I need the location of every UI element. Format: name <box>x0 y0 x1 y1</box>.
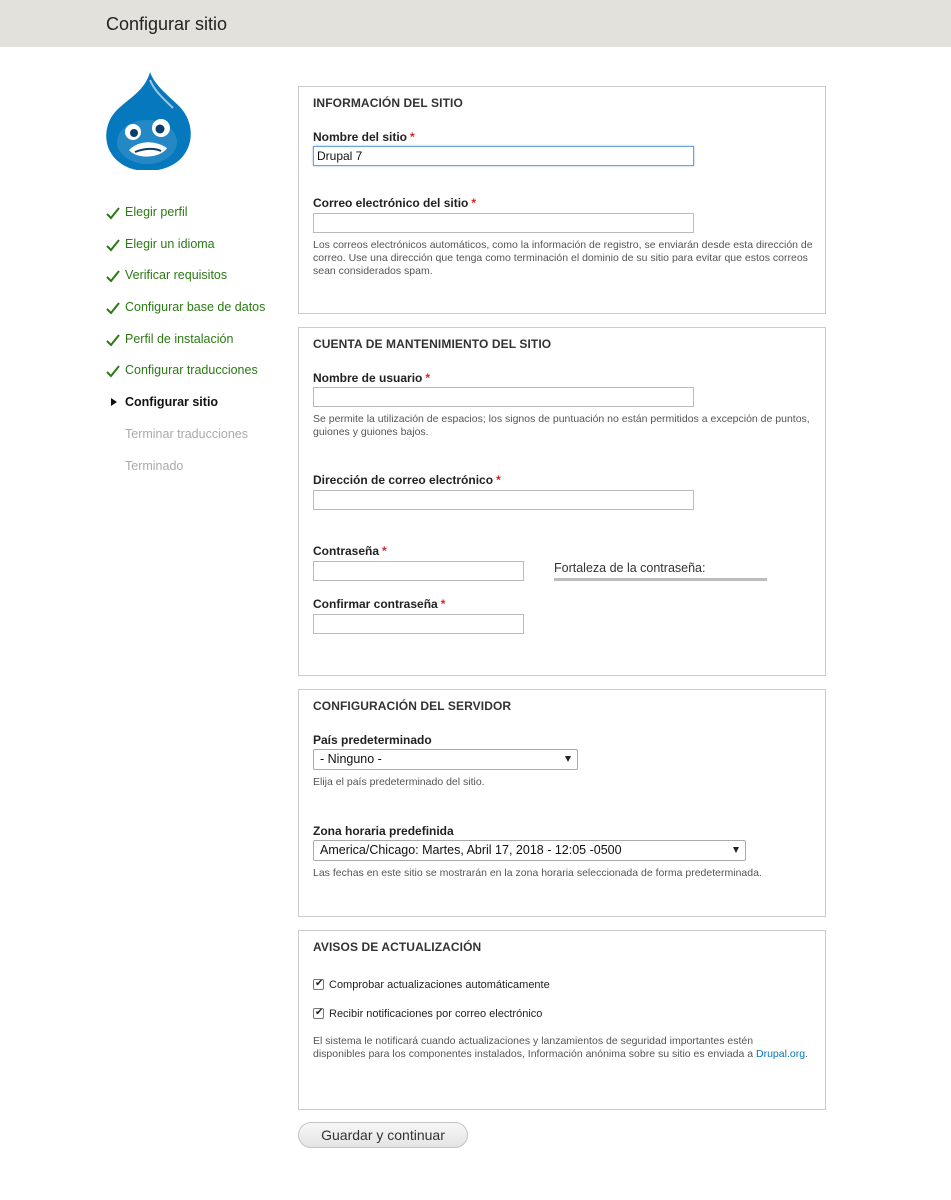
password-input[interactable] <box>313 561 524 581</box>
fieldset-account <box>298 327 826 676</box>
label-text: Correo electrónico del sitio <box>313 196 469 210</box>
confirm-password-label <box>313 597 445 611</box>
username-input[interactable] <box>313 387 694 407</box>
label-text: Nombre de usuario <box>313 371 423 385</box>
required-mark: * <box>382 544 387 558</box>
fieldset-legend: AVISOS DE ACTUALIZACIÓN <box>313 940 482 954</box>
check-icon <box>106 333 120 347</box>
updates-description <box>313 1035 808 1061</box>
username-description: Se permite la utilización de espacios; los signos de puntuación no están permitidos a excepción de puntos, guiones y guiones bajos. <box>313 413 810 438</box>
email-input[interactable] <box>313 490 694 510</box>
country-select[interactable] <box>313 749 578 770</box>
username-label <box>313 371 430 385</box>
step-elegir-perfil <box>106 204 265 236</box>
notify-email-label[interactable]: Recibir notificaciones por correo electrónico <box>329 1008 543 1020</box>
notify-email-checkbox[interactable] <box>313 1008 324 1019</box>
step-label: Elegir perfil <box>125 205 188 219</box>
timezone-selected-value: America/Chicago: Martes, Abril 17, 2018 - 12:05 -0500 <box>320 843 622 857</box>
country-description: Elija el país predeterminado del sitio. <box>313 776 485 788</box>
email-label <box>313 473 501 487</box>
timezone-label: Zona horaria predefinida <box>313 824 454 838</box>
confirm-password-input[interactable] <box>313 614 524 634</box>
step-label: Perfil de instalación <box>125 331 234 346</box>
country-label: País predeterminado <box>313 733 432 747</box>
check-icon <box>106 238 120 252</box>
step-terminado <box>106 458 265 490</box>
page-title: Configurar sitio <box>106 14 228 34</box>
required-mark: * <box>471 196 477 210</box>
step-perfil-instalacion <box>106 331 265 363</box>
step-terminar-traducciones <box>106 426 265 458</box>
fieldset-updates <box>298 930 826 1110</box>
dropdown-caret-icon <box>565 756 571 762</box>
label-text: Nombre del sitio <box>313 130 408 144</box>
save-and-continue-button[interactable]: Guardar y continuar <box>298 1122 468 1148</box>
required-mark: * <box>425 371 431 385</box>
site-name-input[interactable] <box>313 146 694 166</box>
required-mark: * <box>496 473 501 487</box>
password-strength-label: Fortaleza de la contraseña: <box>554 561 706 575</box>
step-elegir-idioma <box>106 236 265 268</box>
step-configurar-sitio <box>106 394 265 426</box>
fieldset-legend: CONFIGURACIÓN DEL SERVIDOR <box>313 699 512 713</box>
password-label <box>313 544 387 558</box>
check-updates-label[interactable]: Comprobar actualizaciones automáticamente <box>329 979 550 991</box>
country-selected-value: - Ninguno - <box>320 752 382 766</box>
step-label: Configurar base de datos <box>125 300 266 315</box>
step-label: Elegir un idioma <box>125 236 215 251</box>
current-step-arrow-icon <box>111 398 117 406</box>
step-label: Terminar traducciones <box>125 426 248 441</box>
site-name-label <box>313 130 415 144</box>
updates-description-text: El sistema le notificará cuando actualizaciones y lanzamientos de seguridad importantes estén disponibles para los componentes instalados, Información anónima sobre su sitio es enviada a <box>313 1035 754 1060</box>
site-mail-label <box>313 196 476 210</box>
label-text: Contraseña <box>313 544 380 558</box>
fieldset-legend: CUENTA DE MANTENIMIENTO DEL SITIO <box>313 337 552 351</box>
updates-description-end: . <box>805 1048 808 1060</box>
fieldset-server <box>298 689 826 917</box>
install-steps <box>106 204 265 489</box>
label-text: Dirección de correo electrónico <box>313 473 494 487</box>
drupal-org-link[interactable]: Drupal.org <box>756 1048 806 1060</box>
dropdown-caret-icon <box>733 847 739 853</box>
fieldset-site-info <box>298 86 826 314</box>
step-configurar-traducciones <box>106 362 265 394</box>
fieldset-legend: INFORMACIÓN DEL SITIO <box>313 96 463 110</box>
required-mark: * <box>410 130 415 144</box>
step-verificar-requisitos <box>106 267 265 299</box>
step-configurar-base-datos <box>106 299 265 331</box>
check-updates-checkbox[interactable] <box>313 979 324 990</box>
label-text: Confirmar contraseña <box>313 597 438 611</box>
site-mail-description: Los correos electrónicos automáticos, como la información de registro, se enviarán desde esta dirección de correo. Use una dirección que tenga como terminación el dominio de su sitio para evitar que estos correos sean considerados spam. <box>313 239 813 277</box>
drupal-drop-logo-icon <box>103 70 193 170</box>
step-label: Verificar requisitos <box>125 268 228 283</box>
password-strength-bar <box>554 578 767 581</box>
check-updates-checkbox-row[interactable] <box>313 979 550 991</box>
step-label: Configurar traducciones <box>125 363 258 378</box>
timezone-description: Las fechas en este sitio se mostrarán en la zona horaria seleccionada de forma predeterminada. <box>313 867 762 879</box>
timezone-select[interactable] <box>313 840 746 861</box>
step-label: Terminado <box>125 458 184 473</box>
notify-email-checkbox-row[interactable] <box>313 1008 542 1020</box>
required-mark: * <box>440 597 446 611</box>
check-icon <box>106 269 120 283</box>
check-icon <box>106 301 120 315</box>
site-mail-input[interactable] <box>313 213 694 233</box>
top-bar <box>0 0 951 47</box>
step-label: Configurar sitio <box>125 395 219 410</box>
check-icon <box>106 364 120 378</box>
check-icon <box>106 206 120 220</box>
